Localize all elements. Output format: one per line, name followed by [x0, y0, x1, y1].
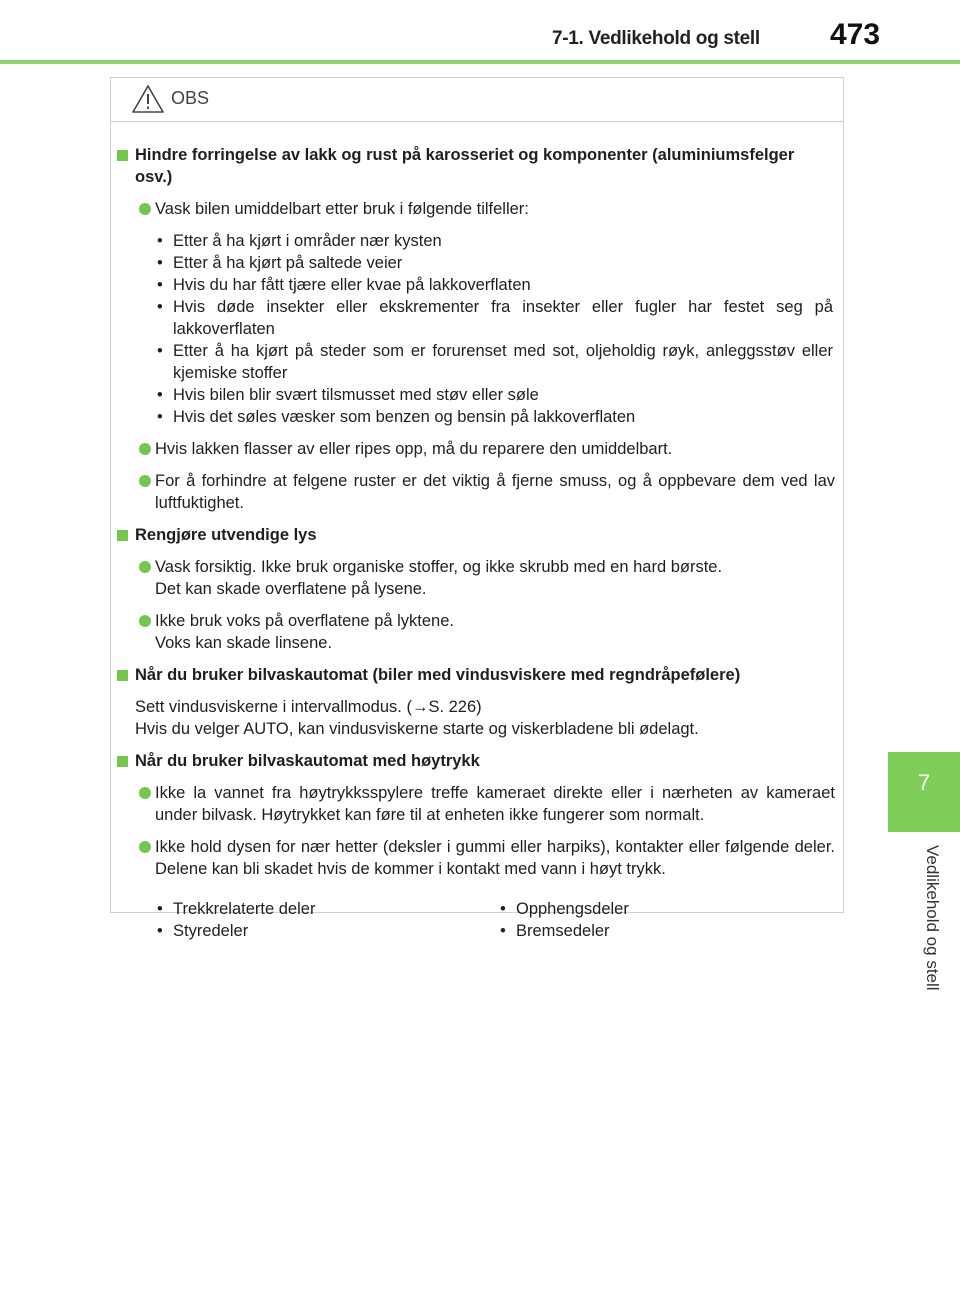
list-item	[111, 438, 843, 460]
list-item	[111, 198, 843, 220]
bullet-dot-icon	[139, 561, 151, 573]
section-heading	[111, 524, 843, 546]
chapter-number: 7	[917, 770, 931, 795]
section-heading-text: Rengjøre utvendige lys	[135, 526, 317, 544]
notice-header	[111, 78, 843, 122]
page-number: 473	[830, 18, 881, 51]
list-item	[111, 782, 843, 826]
section-square-icon	[117, 530, 128, 541]
bullet-dot-icon	[139, 615, 151, 627]
list-item	[111, 470, 843, 514]
list-item-text: Vask forsiktig. Ikke bruk organiske stoffer, og ikke skrubb med en hard børste.	[155, 558, 723, 576]
sub-list-item: • Etter å ha kjørt i områder nær kysten	[157, 232, 442, 250]
list-item-text: Voks kan skade linsene.	[155, 634, 333, 652]
paragraph-text: Sett vindusviskerne i intervallmodus. (→S. 226)	[135, 698, 482, 716]
section-heading-text: Når du bruker bilvaskautomat med høytrykk	[135, 752, 480, 770]
paragraph-text: Hvis du velger AUTO, kan vindusviskerne starte og viskerbladene bli ødelagt.	[135, 720, 699, 738]
section-heading	[111, 144, 843, 188]
parts-list-item: • Trekkrelaterte deler	[157, 900, 316, 918]
parts-list-item: • Opphengsdeler	[500, 900, 629, 918]
list-item-text: Det kan skade overflatene på lysene.	[155, 580, 427, 598]
chapter-tab	[888, 752, 960, 832]
list-item	[111, 836, 843, 880]
list-item-text: Ikke bruk voks på overflatene på lyktene.	[155, 612, 454, 630]
parts-list-item: • Bremsedeler	[500, 922, 610, 940]
notice-content	[111, 136, 843, 942]
parts-list	[111, 898, 843, 942]
sub-list	[111, 230, 843, 428]
notice-label: OBS	[171, 88, 210, 108]
section-heading	[111, 750, 843, 772]
paragraph	[111, 696, 843, 740]
section-square-icon	[117, 670, 128, 681]
parts-list-item: • Styredeler	[157, 922, 249, 940]
section-square-icon	[117, 756, 128, 767]
list-item-text: For å forhindre at felgene ruster er det viktig å fjerne smuss, og å oppbevare dem ved lav luftfuktighet.	[155, 472, 835, 512]
list-item	[111, 610, 843, 654]
bullet-dot-icon	[139, 475, 151, 487]
section-heading-text: Når du bruker bilvaskautomat (biler med vindusviskere med regndråpefølere)	[135, 666, 741, 684]
sub-list-item: • Hvis døde insekter eller ekskrementer fra insekter eller fugler har festet seg på lakkoverflaten	[157, 298, 833, 338]
bullet-dot-icon	[139, 841, 151, 853]
section-title: 7-1. Vedlikehold og stell	[552, 28, 760, 49]
list-item-text: Ikke hold dysen for nær hetter (deksler i gummi eller harpiks), kontakter eller følgende deler. Delene kan bli skadet hvis de kommer i kontakt med vann i høyt trykk.	[155, 838, 835, 878]
sub-list-item: • Hvis bilen blir svært tilsmusset med støv eller søle	[157, 386, 539, 404]
bullet-dot-icon	[139, 443, 151, 455]
header-rule	[0, 60, 960, 64]
chapter-title: Vedlikehold og stell	[923, 845, 942, 991]
list-item-text: Vask bilen umiddelbart etter bruk i følgende tilfeller:	[155, 200, 529, 218]
bullet-dot-icon	[139, 787, 151, 799]
bullet-dot-icon	[139, 203, 151, 215]
section-square-icon	[117, 150, 128, 161]
parts-list-right	[500, 898, 843, 942]
sub-list-item: • Hvis du har fått tjære eller kvae på lakkoverflaten	[157, 276, 531, 294]
list-item-text: Ikke la vannet fra høytrykksspylere treffe kameraet direkte eller i nærheten av kameraet under bilvask. Høytrykket kan føre til at enheten ikke fungerer som normalt.	[155, 784, 835, 824]
section-heading-text: Hindre forringelse av lakk og rust på karosseriet og komponenter (aluminiumsfelger osv.)	[135, 146, 795, 186]
warning-triangle-icon	[131, 84, 165, 119]
sub-list-item: • Etter å ha kjørt på saltede veier	[157, 254, 403, 272]
notice-box	[110, 77, 844, 940]
section-heading	[111, 664, 843, 686]
sub-list-item: • Etter å ha kjørt på steder som er forurenset med sot, oljeholdig røyk, anleggsstøv eller kjemiske stoffer	[157, 342, 833, 382]
list-item-text: Hvis lakken flasser av eller ripes opp, må du reparere den umiddelbart.	[155, 440, 673, 458]
sub-list-item: • Hvis det søles væsker som benzen og bensin på lakkoverflaten	[157, 408, 636, 426]
parts-list-left	[157, 898, 500, 942]
list-item	[111, 556, 843, 600]
